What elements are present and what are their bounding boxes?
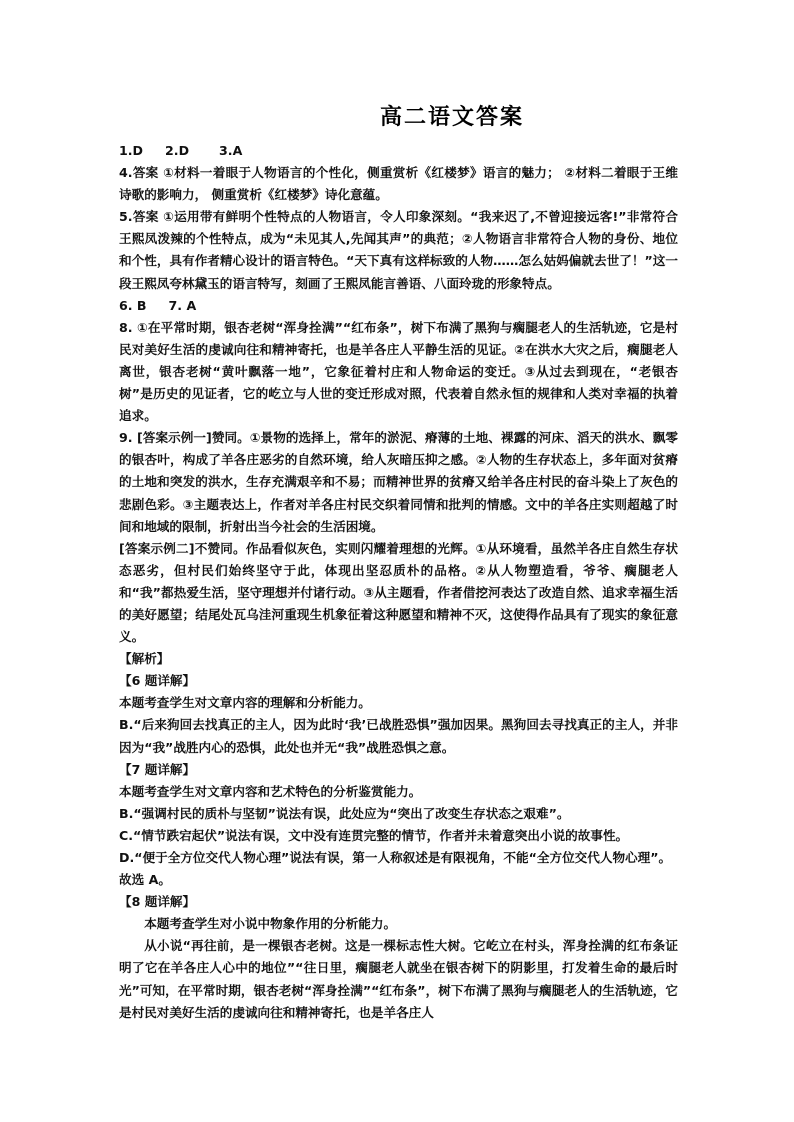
answer-body	[119, 140, 678, 1024]
q7-option-c: C.“情节跌宕起伏”说法有误，文中没有连贯完整的情节，作者并未着意突出小说的故事性。	[119, 827, 629, 843]
q8-heading: 【8 题详解】	[119, 894, 196, 910]
q8-intro: 本题考查学生对小说中物象作用的分析能力。	[144, 916, 397, 932]
analysis-heading: 【解析】	[119, 651, 170, 667]
answer-2: 2.D	[165, 143, 190, 158]
answer-3: 3.A	[219, 143, 243, 158]
q7-conclusion: 故选 A。	[119, 872, 171, 888]
answer-5: 5.答案 ①运用带有鲜明个性特点的人物语言，令人印象深刻。“我来迟了,不曾迎接远客!”非常符合王熙凤泼辣的个性特点，成为“未见其人,先闻其声”的典范；②人物语言非常符合人物的身份、地位和个性，具有作者精心设计的语言特色。“天下真有这样标致的人物……怎么姑妈偏就去世了！”这一段王熙凤夸林黛玉的语言特写，刻画了王熙凤能言善语、八面玲珑的形象特点。	[119, 209, 678, 291]
answers-1-3	[119, 140, 678, 162]
answer-7: 7. A	[168, 297, 197, 313]
page-title: 高二语文答案	[379, 104, 524, 130]
q6-option-b: B.“后来狗回去找真正的主人，因为此时‘我’已战胜恐惧”强加因果。黑狗回去寻找真正的主人，并非因为“我”战胜内心的恐惧，此处也并无“我”战胜恐惧之意。	[119, 717, 678, 755]
q7-heading: 【7 题详解】	[119, 761, 196, 777]
q7-option-b: B.“强调村民的质朴与坚韧”说法有误，此处应为“突出了改变生存状态之艰难”。	[119, 805, 570, 821]
answer-6: 6. B	[119, 297, 147, 313]
answers-6-7	[119, 295, 678, 317]
q6-intro: 本题考查学生对文章内容的理解和分析能力。	[119, 695, 371, 711]
answer-4: 4.答案 ①材料一着眼于人物语言的个性化，侧重赏析《红楼梦》语言的魅力； ②材料二着眼于王维诗歌的影响力， 侧重赏析《红楼梦》诗化意蕴。	[119, 165, 678, 203]
answer-9-example-2: [答案示例二]不赞同。作品看似灰色，实则闪耀着理想的光辉。①从环境看，虽然羊各庄自然生存状态恶劣，但村民们始终坚守于此，体现出坚忍质朴的品格。②从人物塑造看，爷爷、瘸腿老人和“我”都热爱生活，坚守理想并付诸行动。③从主题看，作者借挖河表达了改造自然、追求幸福生活的美好愿望；结尾处瓦乌洼河重现生机象征着这种愿望和精神不灭，这使得作品具有了现实的象征意义。	[119, 540, 678, 645]
q8-detail: 从小说“再往前，是一棵银杏老树。这是一棵标志性大树。它屹立在村头，浑身拴满的红布条证明了它在羊各庄人心中的地位”“往日里，瘸腿老人就坐在银杏树下的阴影里，打发着生命的最后时光”可知，在平常时期，银杏老树“浑身拴满”“红布条”，树下布满了黑狗与瘸腿老人的生活轨迹，它是村民对美好生活的虔诚向往和精神寄托，也是羊各庄人	[119, 938, 678, 1020]
answer-8: 8. ①在平常时期，银杏老树“浑身拴满”“红布条”，树下布满了黑狗与瘸腿老人的生活轨迹，它是村民对美好生活的虔诚向往和精神寄托，也是羊各庄人平静生活的见证。②在洪水大灾之后，瘸腿老人离世，银杏老树“黄叶飘落一地”，它象征着村庄和人物命运的变迁。③从过去到现在，“老银杏树”是历史的见证者，它的屹立与人世的变迁形成对照，代表着自然永恒的规律和人类对幸福的执着追求。	[119, 319, 678, 424]
answer-9-example-1: 9. [答案示例一]赞同。①景物的选择上，常年的淤泥、瘠薄的土地、裸露的河床、滔天的洪水、飘零的银杏叶，构成了羊各庄恶劣的自然环境，给人灰暗压抑之感。②人物的生存状态上，多年面对贫瘠的土地和突发的洪水，生存充满艰辛和不易；而精神世界的贫瘠又给羊各庄村民的奋斗染上了灰色的悲剧色彩。③主题表达上，作者对羊各庄村民交织着同情和批判的情感。文中的羊各庄实则超越了时间和地域的限制，折射出当今社会的生活困境。	[119, 430, 678, 534]
q6-heading: 【6 题详解】	[119, 673, 196, 689]
answer-1: 1.D	[119, 143, 144, 158]
q7-intro: 本题考查学生对文章内容和艺术特色的分析鉴赏能力。	[119, 783, 422, 799]
q7-option-d: D.“便于全方位交代人物心理”说法有误，第一人称叙述是有限视角，不能“全方位交代人物心理”。	[119, 850, 672, 865]
